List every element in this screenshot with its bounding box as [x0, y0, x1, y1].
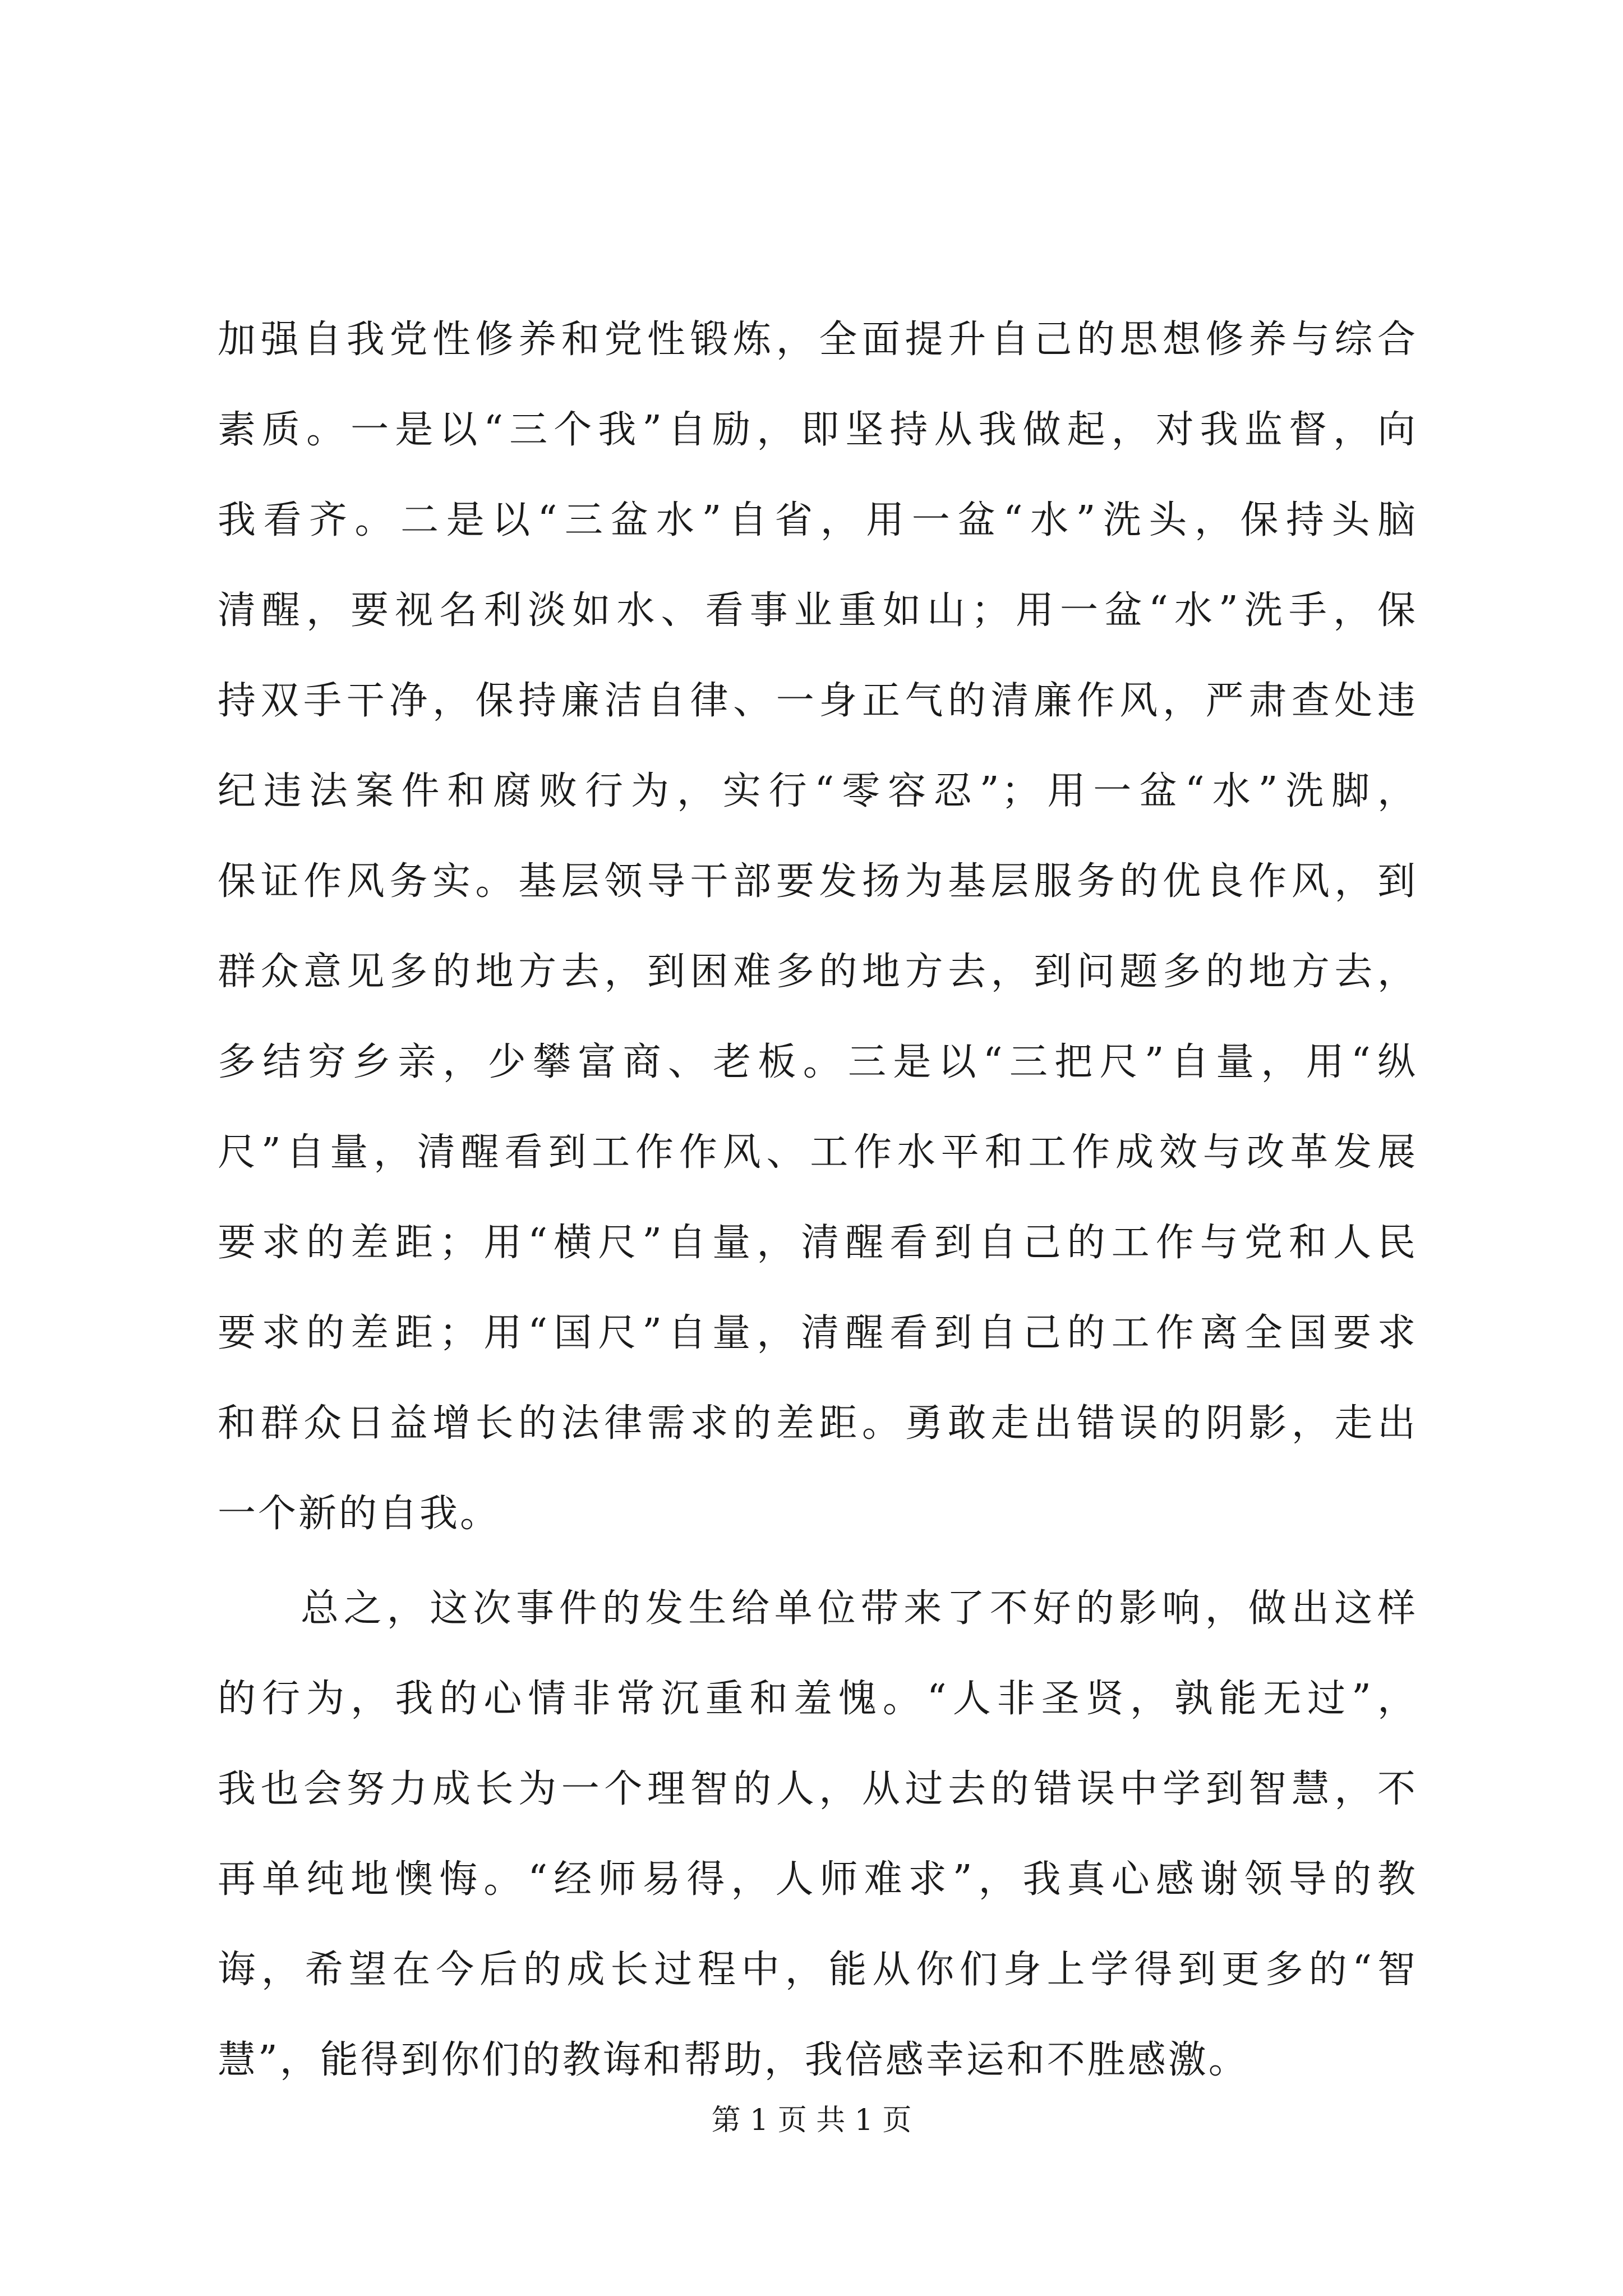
text-line: 持双手干净，保持廉洁自律、一身正气的清廉作风，严肃查处违	[218, 679, 1418, 723]
document-body	[218, 295, 1418, 2105]
text-line-indented: 总之，这次事件的发生给单位带来了不好的影响，做出这样	[301, 1586, 1418, 1631]
text-line: 一个新的自我。	[218, 1492, 501, 1536]
text-line: 和群众日益增长的法律需求的差距。勇敢走出错误的阴影，走出	[218, 1401, 1418, 1446]
text-line: 加强自我党性修养和党性锻炼，全面提升自己的思想修养与综合	[218, 318, 1418, 362]
text-line: 我也会努力成长为一个理智的人，从过去的错误中学到智慧，不	[218, 1767, 1418, 1811]
text-line: 纪违法案件和腐败行为，实行“零容忍”；用一盆“水”洗脚，	[218, 769, 1418, 813]
text-line: 诲，希望在今后的成长过程中，能从你们身上学得到更多的“智	[218, 1948, 1418, 1992]
text-line: 素质。一是以“三个我”自励，即坚持从我做起，对我监督，向	[218, 408, 1418, 452]
page-number-footer: 第 1 页 共 1 页	[711, 2104, 912, 2137]
paragraph-2	[218, 1563, 1418, 2105]
paragraph-1	[218, 295, 1418, 1559]
text-line: 我看齐。二是以“三盆水”自省，用一盆“水”洗头，保持头脑	[218, 498, 1418, 542]
text-line: 清醒，要视名利淡如水、看事业重如山；用一盆“水”洗手，保	[218, 588, 1418, 633]
text-line: 的行为，我的心情非常沉重和羞愧。“人非圣贤，孰能无过”，	[218, 1677, 1418, 1721]
text-line: 群众意见多的地方去，到困难多的地方去，到问题多的地方去，	[218, 950, 1418, 994]
text-line: 要求的差距；用“横尺”自量，清醒看到自己的工作与党和人民	[218, 1221, 1418, 1265]
text-line: 慧”，能得到你们的教诲和帮助，我倍感幸运和不胜感激。	[218, 2038, 1249, 2082]
text-line: 尺”自量，清醒看到工作作风、工作水平和工作成效与改革发展	[218, 1130, 1418, 1175]
text-line: 再单纯地懊悔。“经师易得，人师难求”，我真心感谢领导的教	[218, 1857, 1418, 1902]
text-line: 多结穷乡亲，少攀富商、老板。三是以“三把尺”自量，用“纵	[218, 1040, 1418, 1084]
text-line: 要求的差距；用“国尺”自量，清醒看到自己的工作离全国要求	[218, 1311, 1418, 1355]
paragraph-spacer	[218, 1559, 1418, 1563]
text-line: 保证作风务实。基层领导干部要发扬为基层服务的优良作风，到	[218, 859, 1418, 904]
